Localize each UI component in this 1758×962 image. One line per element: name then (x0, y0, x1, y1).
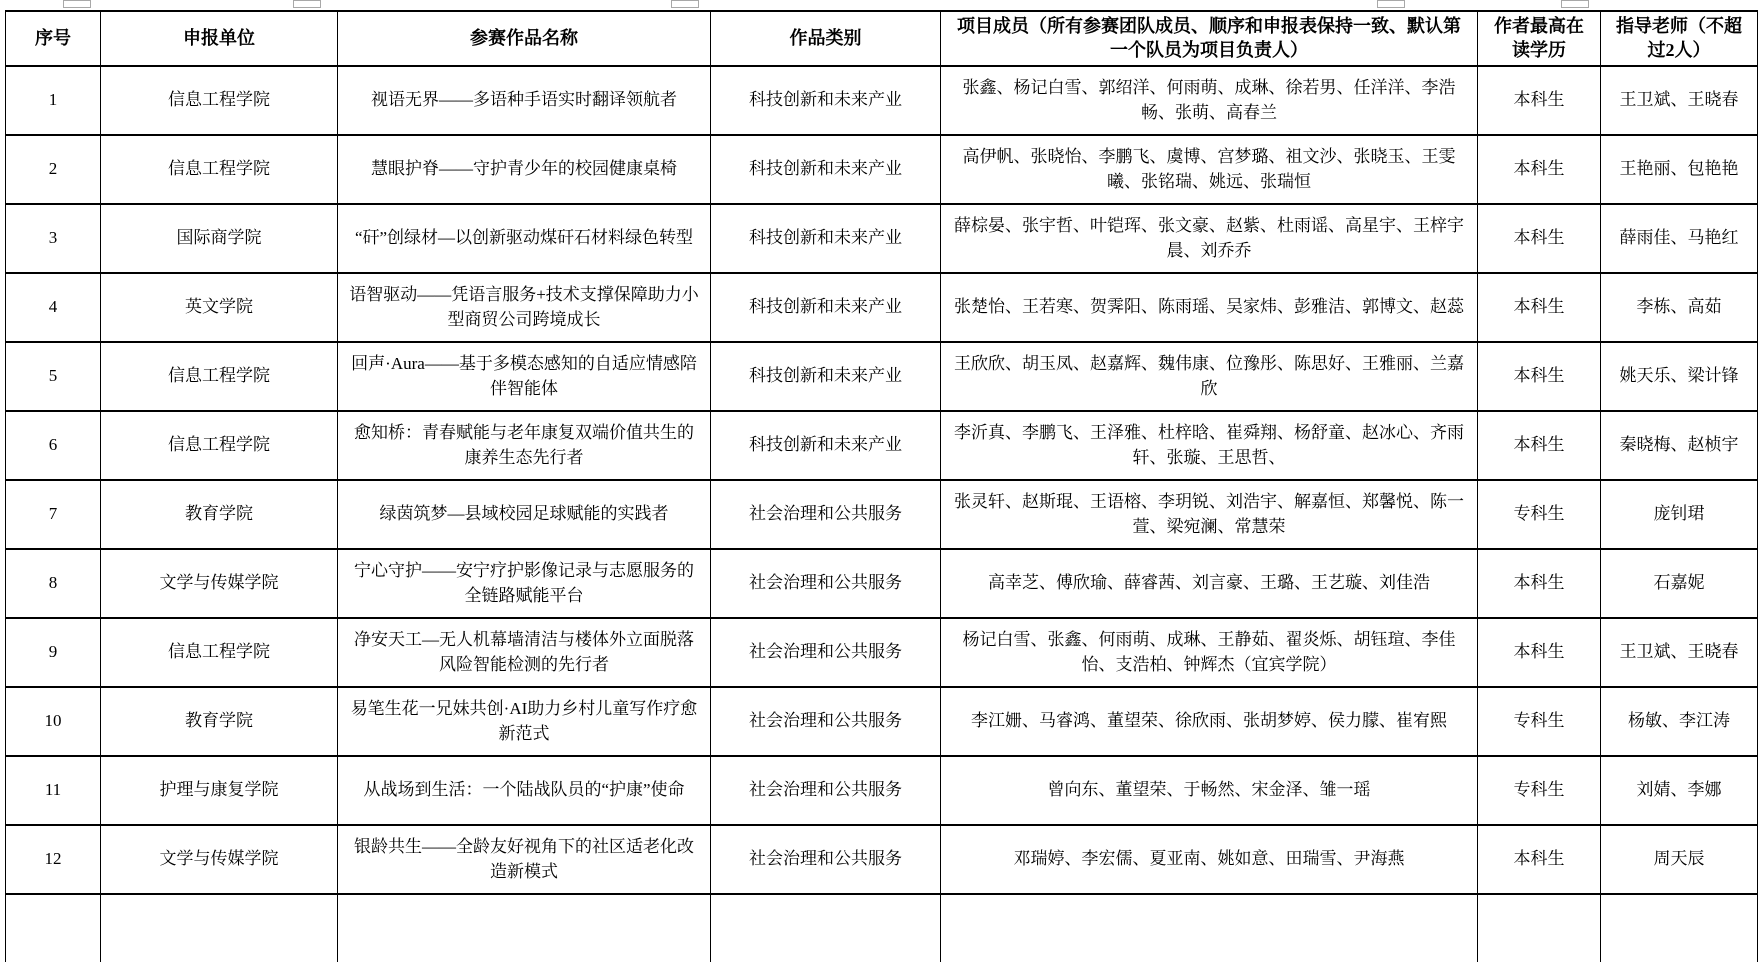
category-cell[interactable]: 社会治理和公共服务 (711, 756, 941, 825)
category-cell[interactable]: 社会治理和公共服务 (711, 480, 941, 549)
education-cell[interactable]: 本科生 (1478, 204, 1601, 273)
unit-cell[interactable]: 护理与康复学院 (101, 756, 338, 825)
education-cell[interactable]: 本科生 (1478, 825, 1601, 894)
empty-cell[interactable] (941, 894, 1478, 962)
work-title-cell[interactable]: 视语无界——多语种手语实时翻译领航者 (338, 66, 711, 135)
education-cell[interactable]: 本科生 (1478, 411, 1601, 480)
cell-remnant-box (671, 0, 699, 8)
category-cell[interactable]: 科技创新和未来产业 (711, 411, 941, 480)
members-cell[interactable]: 高伊帆、张晓怡、李鹏飞、虞博、宫梦璐、祖文沙、张晓玉、王雯曦、张铭瑞、姚远、张瑞恒 (941, 135, 1478, 204)
education-cell[interactable]: 本科生 (1478, 273, 1601, 342)
seq-cell[interactable]: 6 (6, 411, 101, 480)
members-cell[interactable]: 张灵轩、赵斯琨、王语榕、李玥锐、刘浩宇、解嘉恒、郑馨悦、陈一萱、梁宛澜、常慧荣 (941, 480, 1478, 549)
education-cell[interactable]: 本科生 (1478, 549, 1601, 618)
table-row (6, 756, 1758, 825)
members-cell[interactable]: 王欣欣、胡玉凤、赵嘉辉、魏伟康、位豫彤、陈思好、王雅丽、兰嘉欣 (941, 342, 1478, 411)
category-cell[interactable]: 社会治理和公共服务 (711, 549, 941, 618)
seq-cell[interactable]: 7 (6, 480, 101, 549)
members-cell[interactable]: 曾向东、董望荣、于畅然、宋金泽、雏一瑶 (941, 756, 1478, 825)
category-cell[interactable]: 科技创新和未来产业 (711, 273, 941, 342)
work-title-cell[interactable]: 回声·Aura——基于多模态感知的自适应情感陪伴智能体 (338, 342, 711, 411)
table-row (6, 480, 1758, 549)
seq-cell[interactable]: 9 (6, 618, 101, 687)
seq-cell[interactable]: 10 (6, 687, 101, 756)
col-header-unit[interactable]: 申报单位 (101, 11, 338, 66)
education-cell[interactable]: 本科生 (1478, 135, 1601, 204)
table-row (6, 66, 1758, 135)
seq-cell[interactable]: 5 (6, 342, 101, 411)
unit-cell[interactable]: 信息工程学院 (101, 411, 338, 480)
teachers-cell[interactable]: 李栋、高茹 (1601, 273, 1758, 342)
seq-cell[interactable]: 4 (6, 273, 101, 342)
category-cell[interactable]: 科技创新和未来产业 (711, 204, 941, 273)
teachers-cell[interactable]: 王卫斌、王晓春 (1601, 618, 1758, 687)
members-cell[interactable]: 高幸芝、傅欣瑜、薛睿茜、刘言豪、王璐、王艺璇、刘佳浩 (941, 549, 1478, 618)
col-header-category[interactable]: 作品类别 (711, 11, 941, 66)
empty-cell[interactable] (338, 894, 711, 962)
members-cell[interactable]: 薛棕晏、张宇哲、叶铠珲、张文豪、赵紫、杜雨谣、高星宇、王梓宇晨、刘乔乔 (941, 204, 1478, 273)
category-cell[interactable]: 科技创新和未来产业 (711, 135, 941, 204)
table-row (6, 342, 1758, 411)
teachers-cell[interactable]: 王艳丽、包艳艳 (1601, 135, 1758, 204)
cell-remnant-box (1377, 0, 1405, 8)
seq-cell[interactable]: 1 (6, 66, 101, 135)
education-cell[interactable]: 本科生 (1478, 66, 1601, 135)
unit-cell[interactable]: 信息工程学院 (101, 66, 338, 135)
teachers-cell[interactable]: 周天辰 (1601, 825, 1758, 894)
table-row (6, 411, 1758, 480)
table-body (6, 66, 1758, 962)
header-row (6, 11, 1758, 66)
members-cell[interactable]: 李江姗、马睿鸿、董望荣、徐欣雨、张胡梦婷、侯力朦、崔宥熙 (941, 687, 1478, 756)
col-header-title[interactable]: 参赛作品名称 (338, 11, 711, 66)
teachers-cell[interactable]: 刘婧、李娜 (1601, 756, 1758, 825)
unit-cell[interactable]: 英文学院 (101, 273, 338, 342)
empty-cell[interactable] (101, 894, 338, 962)
seq-cell[interactable]: 12 (6, 825, 101, 894)
unit-cell[interactable]: 信息工程学院 (101, 342, 338, 411)
competition-entries-table (5, 10, 1758, 962)
teachers-cell[interactable]: 秦晓梅、赵桢宇 (1601, 411, 1758, 480)
unit-cell[interactable]: 教育学院 (101, 687, 338, 756)
empty-cell[interactable] (1601, 894, 1758, 962)
category-cell[interactable]: 社会治理和公共服务 (711, 618, 941, 687)
unit-cell[interactable]: 文学与传媒学院 (101, 549, 338, 618)
empty-cell[interactable] (711, 894, 941, 962)
work-title-cell[interactable]: 绿茵筑梦—县域校园足球赋能的实践者 (338, 480, 711, 549)
work-title-cell[interactable]: 愈知桥：青春赋能与老年康复双端价值共生的康养生态先行者 (338, 411, 711, 480)
category-cell[interactable]: 科技创新和未来产业 (711, 342, 941, 411)
education-cell[interactable]: 专科生 (1478, 756, 1601, 825)
education-cell[interactable]: 专科生 (1478, 480, 1601, 549)
teachers-cell[interactable]: 姚天乐、梁计锋 (1601, 342, 1758, 411)
table-row (6, 204, 1758, 273)
members-cell[interactable]: 张楚怡、王若寒、贺霁阳、陈雨瑶、吴家炜、彭雅洁、郭博文、赵蕊 (941, 273, 1478, 342)
unit-cell[interactable]: 信息工程学院 (101, 135, 338, 204)
teachers-cell[interactable]: 薛雨佳、马艳红 (1601, 204, 1758, 273)
work-title-cell[interactable]: 易笔生花一兄妹共创·AI助力乡村儿童写作疗愈新范式 (338, 687, 711, 756)
cell-remnant-box (293, 0, 321, 8)
table-header (6, 11, 1758, 66)
table-row (6, 135, 1758, 204)
work-title-cell[interactable]: 银龄共生——全龄友好视角下的社区适老化改造新模式 (338, 825, 711, 894)
empty-cell[interactable] (1478, 894, 1601, 962)
unit-cell[interactable]: 教育学院 (101, 480, 338, 549)
seq-cell[interactable]: 2 (6, 135, 101, 204)
partial-next-row (6, 894, 1758, 962)
teachers-cell[interactable]: 庞钊珺 (1601, 480, 1758, 549)
members-cell[interactable]: 张鑫、杨记白雪、郭绍洋、何雨萌、成琳、徐若男、任洋洋、李浩畅、张萌、高春兰 (941, 66, 1478, 135)
col-header-members[interactable]: 项目成员（所有参赛团队成员、顺序和申报表保持一致、默认第一个队员为项目负责人） (941, 11, 1478, 66)
members-cell[interactable]: 杨记白雪、张鑫、何雨萌、成琳、王静茹、翟炎烁、胡钰瑄、李佳怡、支浩柏、钟辉杰（宜宾学院） (941, 618, 1478, 687)
col-header-education[interactable]: 作者最高在读学历 (1478, 11, 1601, 66)
work-title-cell[interactable]: “矸”创绿材—以创新驱动煤矸石材料绿色转型 (338, 204, 711, 273)
top-strip (0, 0, 1758, 10)
unit-cell[interactable]: 国际商学院 (101, 204, 338, 273)
education-cell[interactable]: 本科生 (1478, 342, 1601, 411)
table-row (6, 825, 1758, 894)
teachers-cell[interactable]: 杨敏、李江涛 (1601, 687, 1758, 756)
education-cell[interactable]: 本科生 (1478, 618, 1601, 687)
seq-cell[interactable]: 11 (6, 756, 101, 825)
work-title-cell[interactable]: 宁心守护——安宁疗护影像记录与志愿服务的全链路赋能平台 (338, 549, 711, 618)
col-header-teachers[interactable]: 指导老师（不超过2人） (1601, 11, 1758, 66)
unit-cell[interactable]: 信息工程学院 (101, 618, 338, 687)
seq-cell[interactable]: 3 (6, 204, 101, 273)
category-cell[interactable]: 社会治理和公共服务 (711, 687, 941, 756)
teachers-cell[interactable]: 石嘉妮 (1601, 549, 1758, 618)
work-title-cell[interactable]: 从战场到生活：一个陆战队员的“护康”使命 (338, 756, 711, 825)
category-cell[interactable]: 科技创新和未来产业 (711, 66, 941, 135)
category-cell[interactable]: 社会治理和公共服务 (711, 825, 941, 894)
members-cell[interactable]: 李沂真、李鹏飞、王泽雅、杜梓晗、崔舜翔、杨舒童、赵冰心、齐雨轩、张璇、王思哲、 (941, 411, 1478, 480)
work-title-cell[interactable]: 语智驱动——凭语言服务+技术支撑保障助力小型商贸公司跨境成长 (338, 273, 711, 342)
col-header-seq[interactable]: 序号 (6, 11, 101, 66)
seq-cell[interactable]: 8 (6, 549, 101, 618)
table-row (6, 687, 1758, 756)
unit-cell[interactable]: 文学与传媒学院 (101, 825, 338, 894)
cell-remnant-box (63, 0, 91, 8)
table-row (6, 618, 1758, 687)
table-row (6, 273, 1758, 342)
table-row (6, 549, 1758, 618)
work-title-cell[interactable]: 慧眼护脊——守护青少年的校园健康桌椅 (338, 135, 711, 204)
teachers-cell[interactable]: 王卫斌、王晓春 (1601, 66, 1758, 135)
members-cell[interactable]: 邓瑞婷、李宏儒、夏亚南、姚如意、田瑞雪、尹海燕 (941, 825, 1478, 894)
work-title-cell[interactable]: 净安天工—无人机幕墙清洁与楼体外立面脱落风险智能检测的先行者 (338, 618, 711, 687)
education-cell[interactable]: 专科生 (1478, 687, 1601, 756)
empty-cell[interactable] (6, 894, 101, 962)
cell-remnant-box (1561, 0, 1589, 8)
